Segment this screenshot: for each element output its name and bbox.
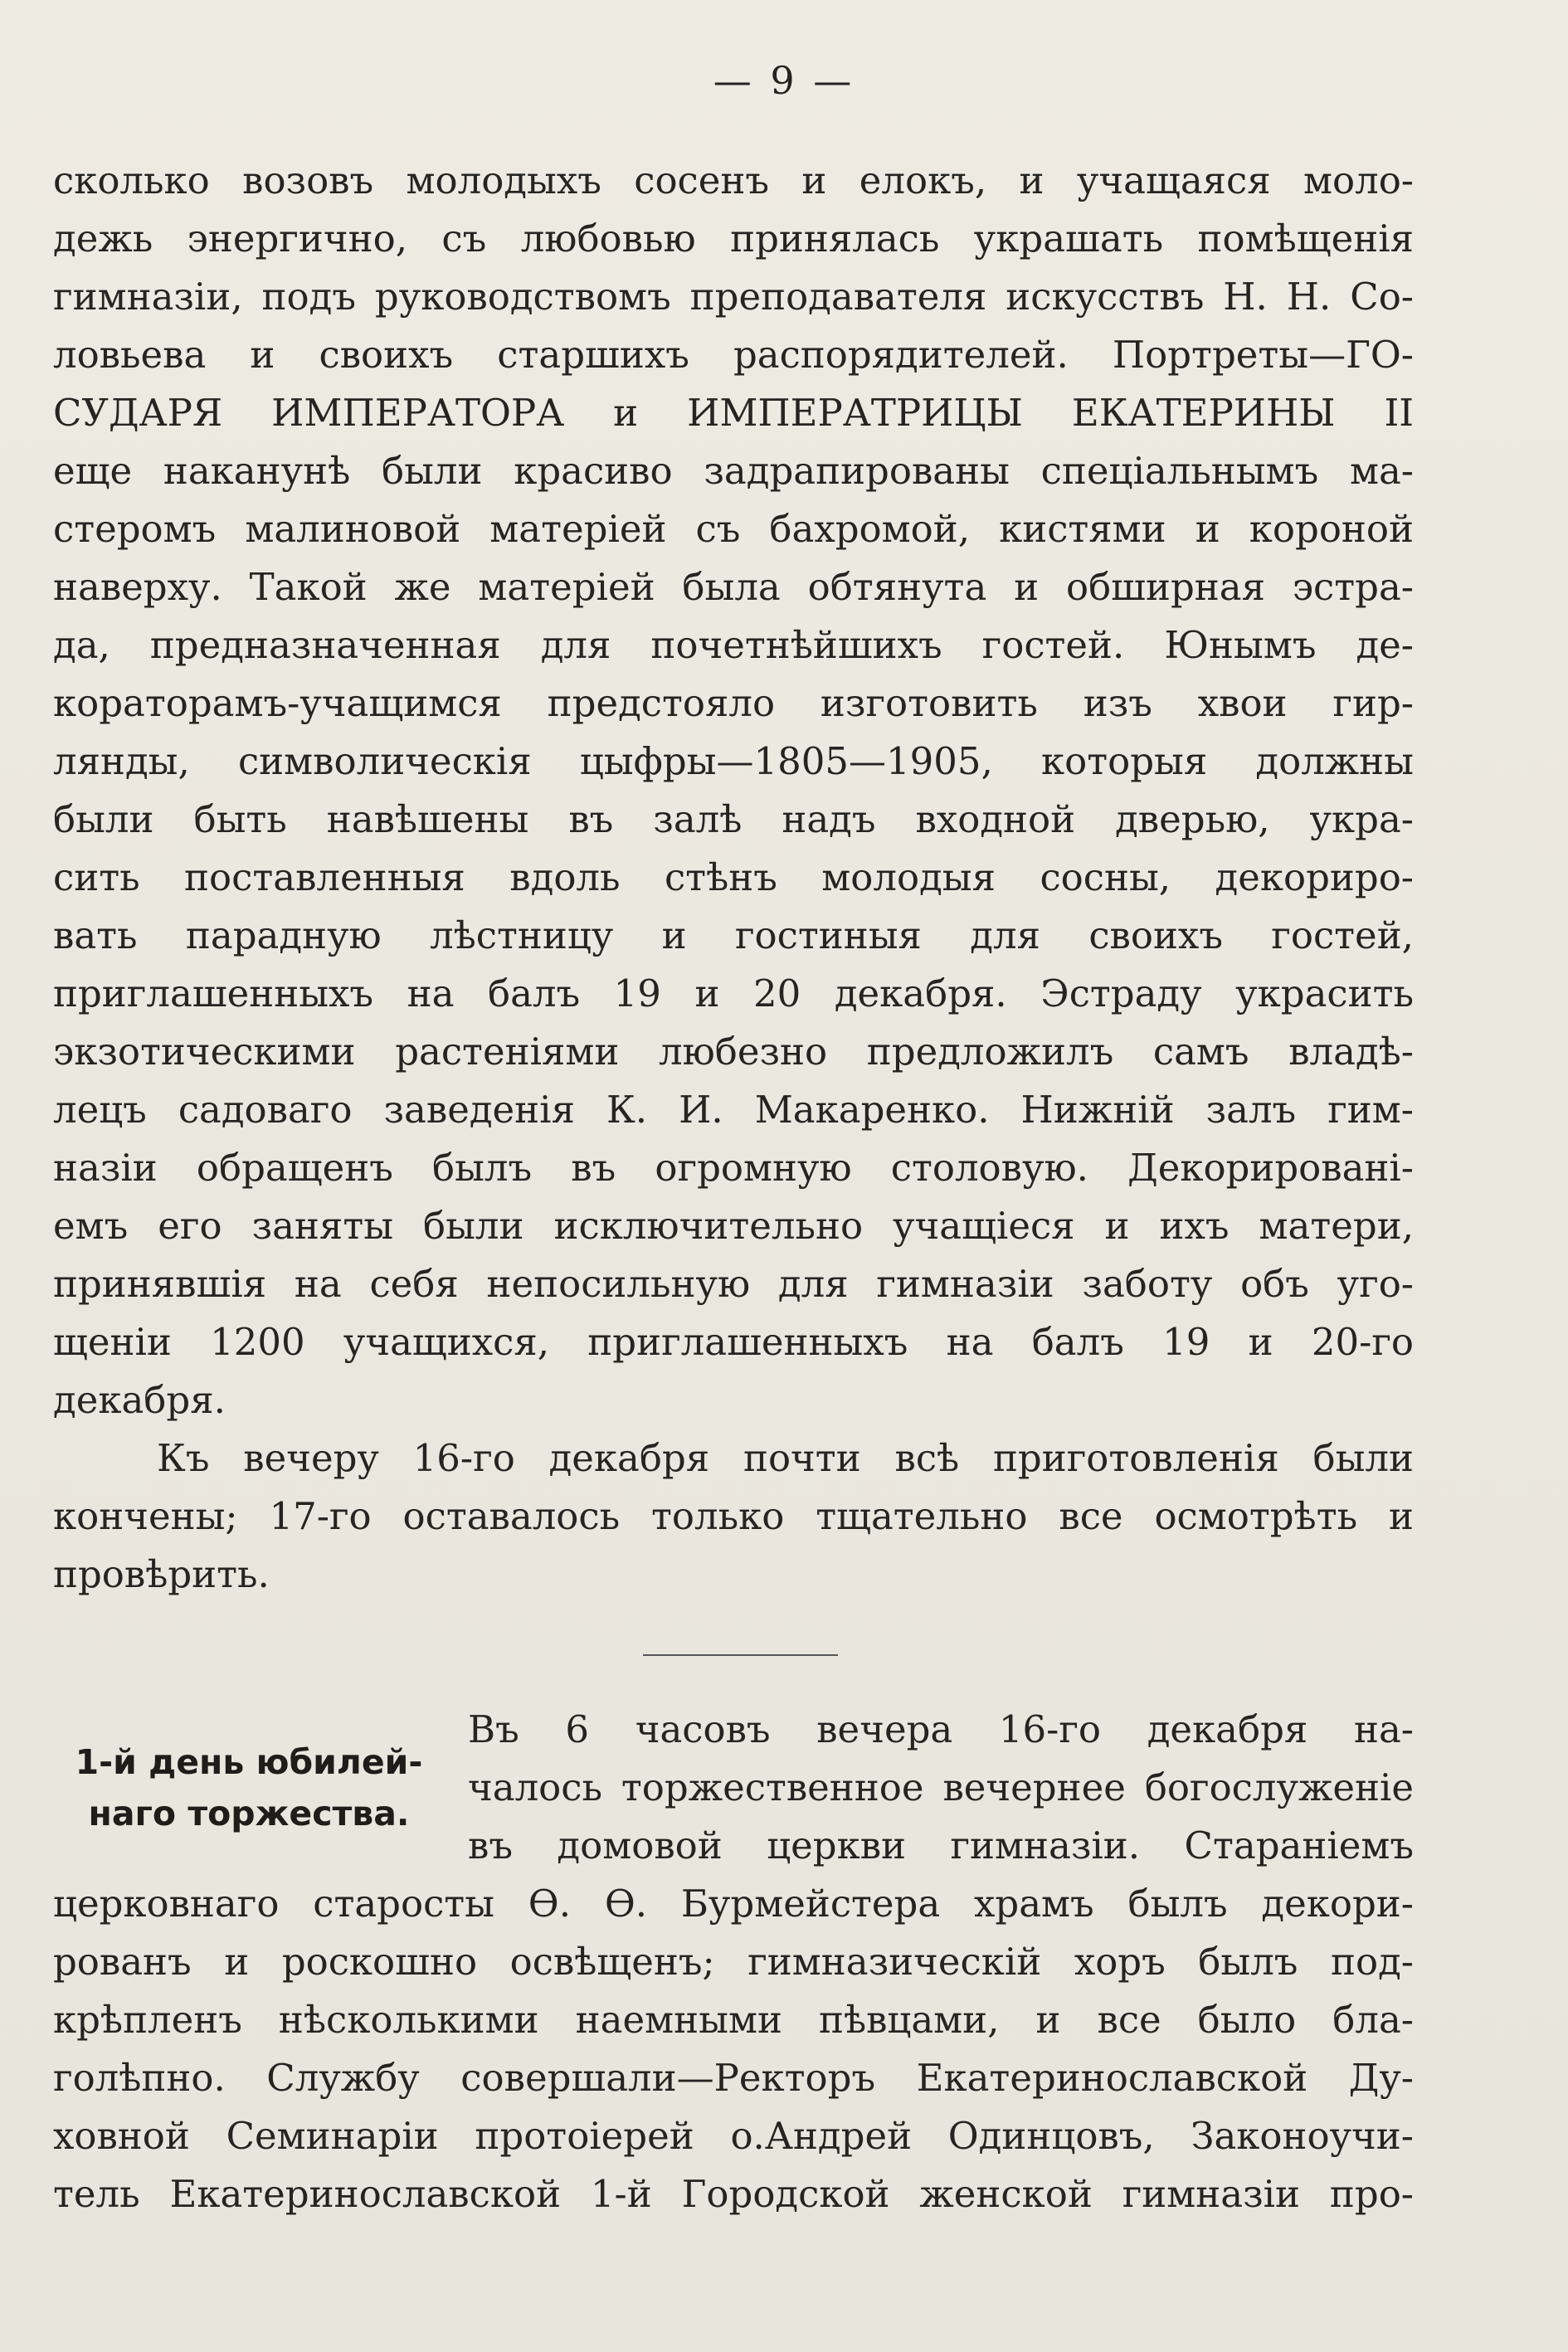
section-heading-line: 1-й день юбилей-: [75, 1742, 423, 1782]
body-text-lower: [53, 1701, 1414, 2223]
text-line: стеромъ малиновой матеріей съ бахромой, кистями и короной: [53, 507, 1414, 551]
text-line: лецъ садоваго заведенія К. И. Макаренко. Нижній залъ гим-: [53, 1088, 1414, 1132]
text-line: гимназіи, подъ руководствомъ преподавателя искусствъ Н. Н. Со-: [53, 275, 1414, 319]
text-line: крѣпленъ нѣсколькими наемными пѣвцами, и все было бла-: [53, 1998, 1414, 2042]
text-line: сколько возовъ молодыхъ сосенъ и елокъ, и учащаяся моло-: [53, 158, 1414, 202]
section-divider: [643, 1654, 838, 1656]
text-line: рованъ и роскошно освѣщенъ; гимназическій хоръ былъ под-: [53, 1940, 1414, 1984]
text-line: голѣпно. Службу совершали—Ректоръ Екатеринославской Ду-: [53, 2056, 1414, 2100]
body-text-upper: [53, 152, 1414, 1604]
text-line: экзотическими растеніями любезно предложилъ самъ владѣ-: [53, 1030, 1414, 1074]
text-line: Въ 6 часовъ вечера 16-го декабря на-: [468, 1707, 1414, 1751]
text-line: кончены; 17-го оставалось только тщательно все осмотрѣть и: [53, 1494, 1414, 1538]
text-line: сить поставленныя вдоль стѣнъ молодыя сосны, декориро-: [53, 855, 1414, 899]
text-line: ховной Семинаріи протоіерей о.Андрей Одинцовъ, Законоучи-: [53, 2114, 1414, 2158]
text-line: емъ его заняты были исключительно учащіеся и ихъ матери,: [53, 1204, 1414, 1248]
page-number: — 9 —: [713, 58, 855, 103]
text-line: принявшія на себя непосильную для гимназіи заботу объ уго-: [53, 1262, 1414, 1306]
text-line: чалось торжественное вечернее богослуженіе: [468, 1765, 1414, 1809]
text-line: кораторамъ-учащимся предстояло изготовить изъ хвои гир-: [53, 681, 1414, 725]
text-line: тель Екатеринославской 1-й Городской женской гимназіи про-: [53, 2172, 1414, 2216]
text-line: были быть навѣшены въ залѣ надъ входной дверью, укра-: [53, 797, 1414, 841]
text-line: назіи обращенъ былъ въ огромную столовую. Декорировані-: [53, 1146, 1414, 1190]
text-line: еще наканунѣ были красиво задрапированы спеціальнымъ ма-: [53, 449, 1414, 493]
text-line: Къ вечеру 16-го декабря почти всѣ приготовленія были: [157, 1436, 1414, 1480]
text-line: церковнаго старосты Ѳ. Ѳ. Бурмейстера храмъ былъ декори-: [53, 1882, 1414, 1926]
text-line: приглашенныхъ на балъ 19 и 20 декабря. Эстраду украсить: [53, 971, 1414, 1015]
text-line: наверху. Такой же матеріей была обтянута и обширная эстра-: [53, 565, 1414, 609]
text-line: лянды, символическія цыфры—1805—1905, которыя должны: [53, 739, 1414, 783]
text-line: декабря.: [53, 1378, 226, 1422]
text-line: СУДАРЯ ИМПЕРАТОРА и ИМПЕРАТРИЦЫ ЕКАТЕРИНЫ II: [53, 391, 1414, 435]
text-line: въ домовой церкви гимназіи. Стараніемъ: [468, 1824, 1414, 1867]
text-line: вать парадную лѣстницу и гостиныя для своихъ гостей,: [53, 913, 1414, 957]
text-line: щеніи 1200 учащихся, приглашенныхъ на балъ 19 и 20-го: [53, 1320, 1414, 1364]
text-line: да, предназначенная для почетнѣйшихъ гостей. Юнымъ де-: [53, 623, 1414, 667]
text-line: провѣрить.: [53, 1552, 270, 1596]
section-heading-line: наго торжества.: [88, 1794, 410, 1833]
text-line: ловьева и своихъ старшихъ распорядителей. Портреты—ГО-: [53, 333, 1414, 377]
text-line: дежь энергично, съ любовью принялась украшать помѣщенія: [53, 217, 1414, 261]
